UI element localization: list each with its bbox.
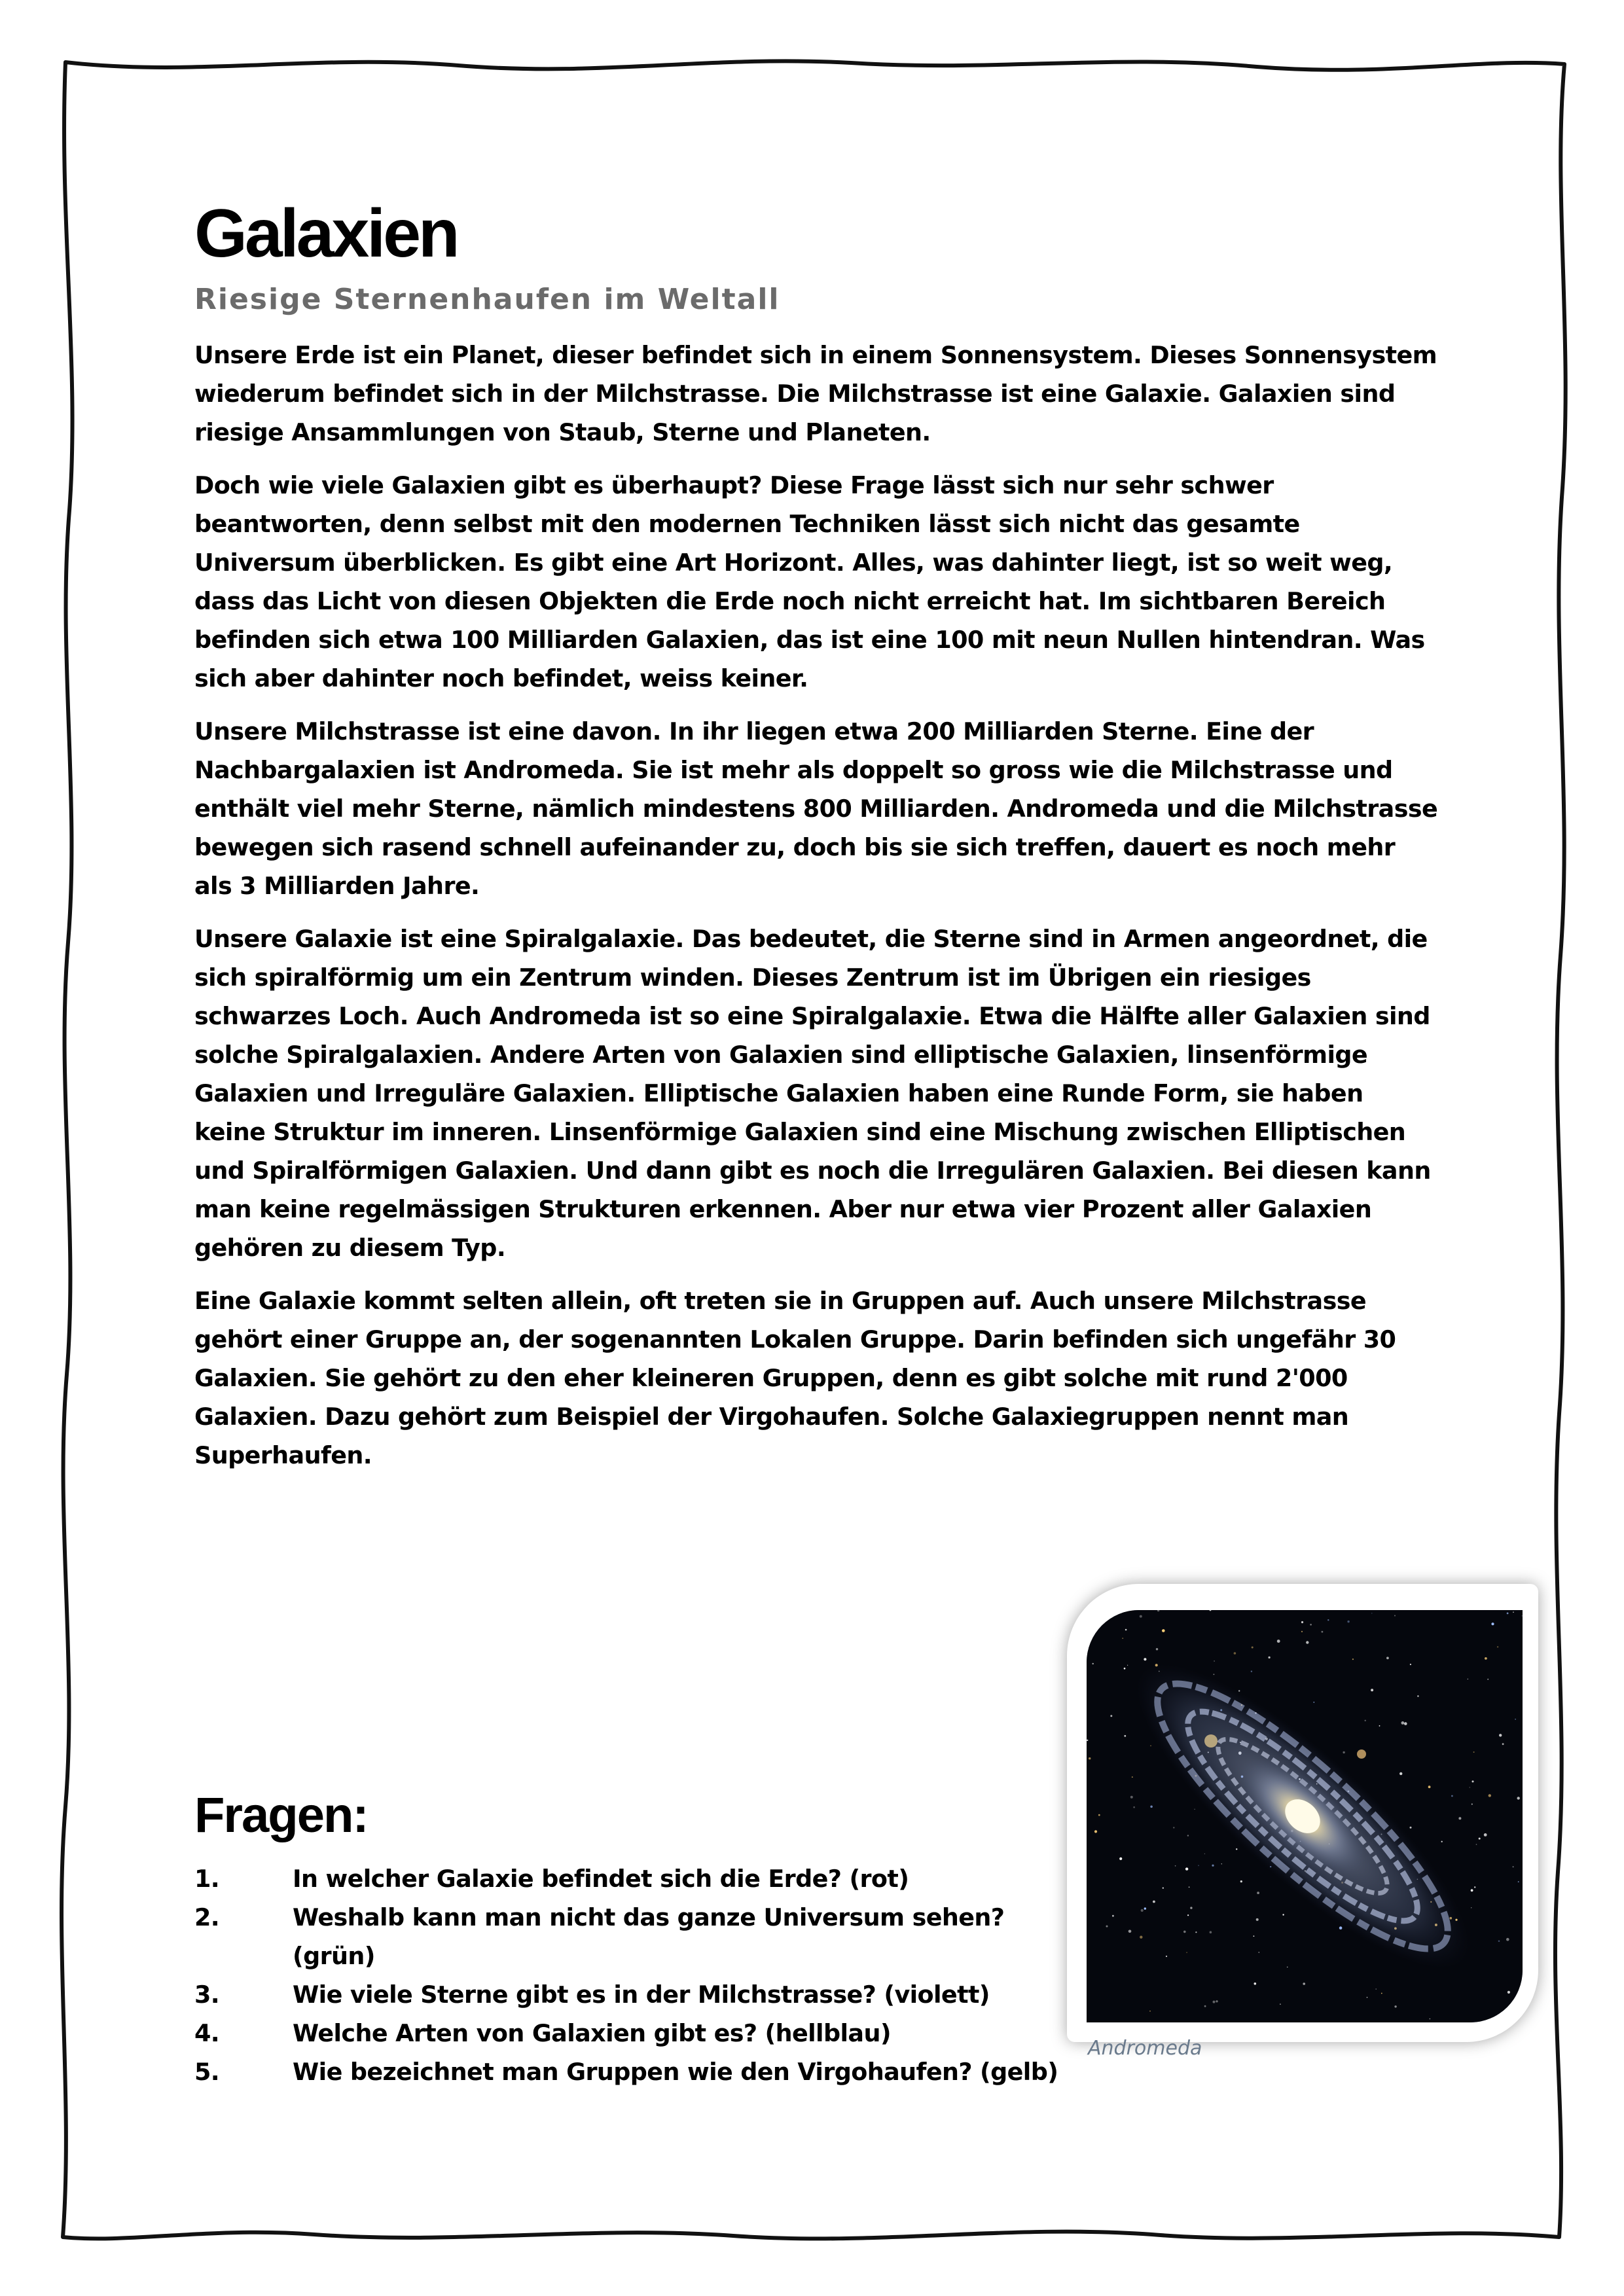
star bbox=[1175, 1865, 1176, 1867]
paragraph-2: Doch wie viele Galaxien gibt es überhaupt? Diese Frage lässt sich nur sehr schwer beantworten, denn selbst mit den modernen Techniken lässt sich nicht das gesamte Universum überblicken. Es gibt eine Art Horizont. Alles, was dahinter liegt, ist so weit weg, dass das Licht von diesen Objekten die Erde noch nicht erreicht hat. Im sichtbaren Bereich befinden sich etwa 100 Milliarden Galaxien, das ist eine 100 mit neun Nullen hintendran. Was sich aber dahinter noch befindet, weiss keiner. bbox=[194, 471, 1425, 693]
star bbox=[1301, 1621, 1303, 1623]
paragraph-5: Eine Galaxie kommt selten allein, oft treten sie in Gruppen auf. Auch unsere Milchstrasse gehört einer Gruppe an, der sogenannten Lokalen Gruppe. Darin befinden sich ungefähr 30 Galaxien. Sie gehört zu den eher kleineren Gruppen, denn es gibt solche mit rund 2'000 Galaxien. Dazu gehört zum Beispiel der Virgohaufen. Solche Galaxiegruppen nennt man Superhaufen. bbox=[194, 1287, 1396, 1470]
star bbox=[1417, 1695, 1418, 1696]
star bbox=[1238, 1690, 1240, 1691]
star bbox=[1518, 1881, 1519, 1882]
star bbox=[1506, 1938, 1509, 1941]
star bbox=[1428, 1785, 1431, 1788]
question-text: Welche Arten von Galaxien gibt es? (hellblau) bbox=[293, 2019, 891, 2047]
star bbox=[1204, 2005, 1206, 2007]
star bbox=[1282, 1914, 1284, 1915]
star bbox=[1458, 1817, 1461, 1820]
star bbox=[1375, 1988, 1377, 1990]
star bbox=[1187, 1914, 1189, 1916]
star bbox=[1210, 1931, 1212, 1933]
star bbox=[1185, 1867, 1188, 1870]
star bbox=[1471, 1889, 1473, 1892]
star bbox=[1497, 1646, 1498, 1647]
question-item bbox=[194, 2014, 1078, 2053]
star bbox=[1257, 1892, 1259, 1894]
star bbox=[1124, 1735, 1126, 1737]
star bbox=[1186, 1952, 1187, 1953]
star bbox=[1441, 1841, 1443, 1842]
star bbox=[1472, 1780, 1474, 1782]
star bbox=[1507, 1991, 1510, 1994]
star bbox=[1339, 1926, 1343, 1929]
star bbox=[1386, 1657, 1389, 1659]
star bbox=[1127, 1665, 1128, 1666]
star bbox=[1162, 1629, 1165, 1632]
star bbox=[1183, 1931, 1186, 1933]
question-text: Wie bezeichnet man Gruppen wie den Virgohaufen? (gelb) bbox=[293, 2058, 1058, 2086]
article bbox=[194, 196, 1438, 1489]
star bbox=[1153, 1901, 1155, 1903]
paragraph-1: Unsere Erde ist ein Planet, dieser befindet sich in einem Sonnensystem. Dieses Sonnensystem wiederum befindet sich in der Milchstrasse. Die Milchstrasse ist eine Galaxie. Galaxien sind riesige Ansammlungen von Staub, Sterne und Planeten. bbox=[194, 341, 1437, 447]
star bbox=[1306, 1641, 1308, 1643]
star bbox=[1254, 1935, 1255, 1937]
star bbox=[1110, 1715, 1112, 1717]
star bbox=[1491, 1623, 1494, 1625]
question-item bbox=[194, 1898, 1078, 1975]
star bbox=[1280, 2003, 1281, 2005]
star bbox=[1195, 1931, 1197, 1933]
star bbox=[1216, 2000, 1218, 2002]
star bbox=[1221, 1863, 1222, 1864]
question-text: Wie viele Sterne gibt es in der Milchstrasse? (violett) bbox=[293, 1981, 990, 2009]
star bbox=[1314, 1702, 1315, 1703]
question-number: 2. bbox=[194, 1903, 220, 1931]
star bbox=[1410, 1664, 1411, 1665]
star bbox=[1092, 1663, 1094, 1664]
star bbox=[1190, 1907, 1192, 1909]
star bbox=[1198, 1865, 1199, 1866]
star bbox=[1194, 1809, 1195, 1810]
star bbox=[1352, 1659, 1354, 1660]
star bbox=[1401, 1721, 1405, 1725]
question-number: 1. bbox=[194, 1865, 220, 1893]
star bbox=[1287, 1967, 1288, 1968]
question-number: 4. bbox=[194, 2019, 220, 2047]
star bbox=[1163, 1888, 1164, 1889]
star bbox=[1399, 1772, 1402, 1775]
paragraph-4: Unsere Galaxie ist eine Spiralgalaxie. Das bedeutet, die Sterne sind in Armen angeordnet, die sich spiralförmig um ein Zentrum winden. Dieses Zentrum ist im Übrigen ein riesiges schwarzes Loch. Auch Andromeda ist so eine Spiralgalaxie. Etwa die Hälfte aller Galaxien sind solche Spiralgalaxien. Andere Arten von Galaxien sind elliptische Galaxien, linsenförmige Galaxien und Irreguläre Galaxien. Elliptische Galaxien haben eine Runde Form, sie haben keine Struktur im inneren. Linsenförmige Galaxien sind eine Mischung zwischen Elliptischen und Spiralförmigen Galaxien. Und dann gibt es noch die Irregulären Galaxien. Bei diesen kann man keine regelmässigen Strukturen erkennen. Aber nur etwa vier Prozent aller Galaxien gehören zu diesem Typ. bbox=[194, 925, 1431, 1263]
star bbox=[1381, 1993, 1382, 1994]
star bbox=[1173, 1827, 1174, 1828]
questions-heading: Fragen: bbox=[194, 1787, 368, 1843]
star bbox=[1471, 1804, 1473, 1805]
star bbox=[1124, 1668, 1126, 1670]
star bbox=[1430, 2018, 1431, 2020]
star bbox=[1367, 1997, 1368, 1998]
star bbox=[1094, 1830, 1097, 1833]
star bbox=[1513, 1866, 1514, 1867]
star bbox=[1507, 1613, 1509, 1615]
star bbox=[1394, 2005, 1396, 2007]
star bbox=[1513, 1611, 1514, 1613]
question-text: In welcher Galaxie befindet sich die Erde? (rot) bbox=[293, 1865, 909, 1893]
star bbox=[1322, 1631, 1324, 1633]
star bbox=[1130, 1796, 1133, 1799]
star bbox=[1150, 1746, 1151, 1747]
star bbox=[1150, 1806, 1153, 1808]
star bbox=[1089, 1757, 1091, 1759]
star bbox=[1122, 1638, 1123, 1639]
star bbox=[1144, 1658, 1146, 1660]
star bbox=[1187, 1835, 1189, 1836]
star bbox=[1254, 1982, 1257, 1985]
star bbox=[1327, 1619, 1329, 1621]
star bbox=[1106, 1926, 1108, 1928]
star bbox=[1256, 1918, 1259, 1921]
star bbox=[1132, 1776, 1133, 1778]
star bbox=[1522, 1615, 1523, 1616]
question-item bbox=[194, 1975, 1078, 2014]
star bbox=[1140, 1936, 1142, 1939]
star bbox=[1087, 1740, 1088, 1741]
andromeda-galaxy-photo bbox=[1087, 1610, 1523, 2022]
star bbox=[1214, 1660, 1215, 1662]
star bbox=[1479, 1838, 1481, 1840]
star bbox=[1347, 1621, 1349, 1623]
question-item bbox=[194, 2053, 1078, 2091]
star bbox=[1379, 1725, 1380, 1727]
star bbox=[1502, 1743, 1504, 1745]
star bbox=[1141, 1909, 1144, 1912]
star bbox=[1119, 1857, 1122, 1860]
star bbox=[1156, 1648, 1158, 1650]
star bbox=[1140, 1615, 1142, 1618]
image-frame bbox=[1067, 1584, 1538, 2042]
star bbox=[1125, 1629, 1127, 1631]
star bbox=[1128, 1930, 1132, 1933]
question-text: Weshalb kann man nicht das ganze Universum sehen? (grün) bbox=[293, 1903, 1005, 1970]
star bbox=[1166, 1956, 1167, 1957]
star bbox=[1251, 1671, 1252, 1672]
page-title: Galaxien bbox=[194, 196, 458, 272]
question-number: 5. bbox=[194, 2058, 220, 2086]
star bbox=[1301, 1631, 1303, 1632]
star bbox=[1476, 1844, 1477, 1845]
star bbox=[1517, 1797, 1520, 1799]
star bbox=[1310, 1624, 1312, 1626]
star bbox=[1485, 1657, 1487, 1660]
star bbox=[1277, 1640, 1280, 1643]
paragraph-3: Unsere Milchstrasse ist eine davon. In ihr liegen etwa 200 Milliarden Sterne. Eine der Nachbargalaxien ist Andromeda. Sie ist mehr als doppelt so gross wie die Milchstrasse und enthält viel mehr Sterne, nämlich mindestens 800 Milliarden. Andromeda und die Milchstrasse bewegen sich rasend schnell aufeinander zu, doch bis sie sich treffen, dauert es noch mehr als 3 Milliarden Jahre. bbox=[194, 717, 1438, 901]
star bbox=[1404, 1722, 1407, 1725]
star bbox=[1252, 1647, 1254, 1649]
star bbox=[1489, 1794, 1491, 1797]
star bbox=[1212, 1865, 1214, 1867]
star bbox=[1214, 1674, 1215, 1675]
star bbox=[1371, 1689, 1373, 1691]
star bbox=[1484, 1833, 1487, 1837]
page-subtitle: Riesige Sternenhaufen im Weltall bbox=[194, 283, 780, 317]
image-caption: Andromeda bbox=[1088, 2037, 1202, 2060]
star bbox=[1474, 1886, 1475, 1888]
star bbox=[1098, 1814, 1100, 1816]
star bbox=[1144, 1907, 1146, 1909]
star bbox=[1410, 1827, 1412, 1829]
star bbox=[1258, 1952, 1259, 1953]
star bbox=[1499, 1734, 1502, 1736]
star bbox=[1498, 1940, 1500, 1942]
questions-section bbox=[194, 1787, 1078, 2091]
star bbox=[1303, 1982, 1305, 1985]
star bbox=[1133, 1806, 1135, 1808]
star bbox=[1240, 1880, 1242, 1882]
question-item bbox=[194, 1859, 1078, 1898]
star bbox=[1236, 1848, 1237, 1850]
star bbox=[1487, 1679, 1489, 1680]
star bbox=[1213, 2001, 1216, 2003]
star bbox=[1451, 1795, 1453, 1797]
star bbox=[1269, 1657, 1271, 1659]
star bbox=[1189, 1886, 1190, 1888]
star bbox=[1365, 1720, 1366, 1721]
star bbox=[1234, 1652, 1236, 1655]
star bbox=[1394, 1615, 1396, 1617]
question-number: 3. bbox=[194, 1981, 220, 2009]
star bbox=[1343, 1751, 1344, 1753]
star bbox=[1473, 1751, 1475, 1753]
star bbox=[1112, 1915, 1114, 1917]
